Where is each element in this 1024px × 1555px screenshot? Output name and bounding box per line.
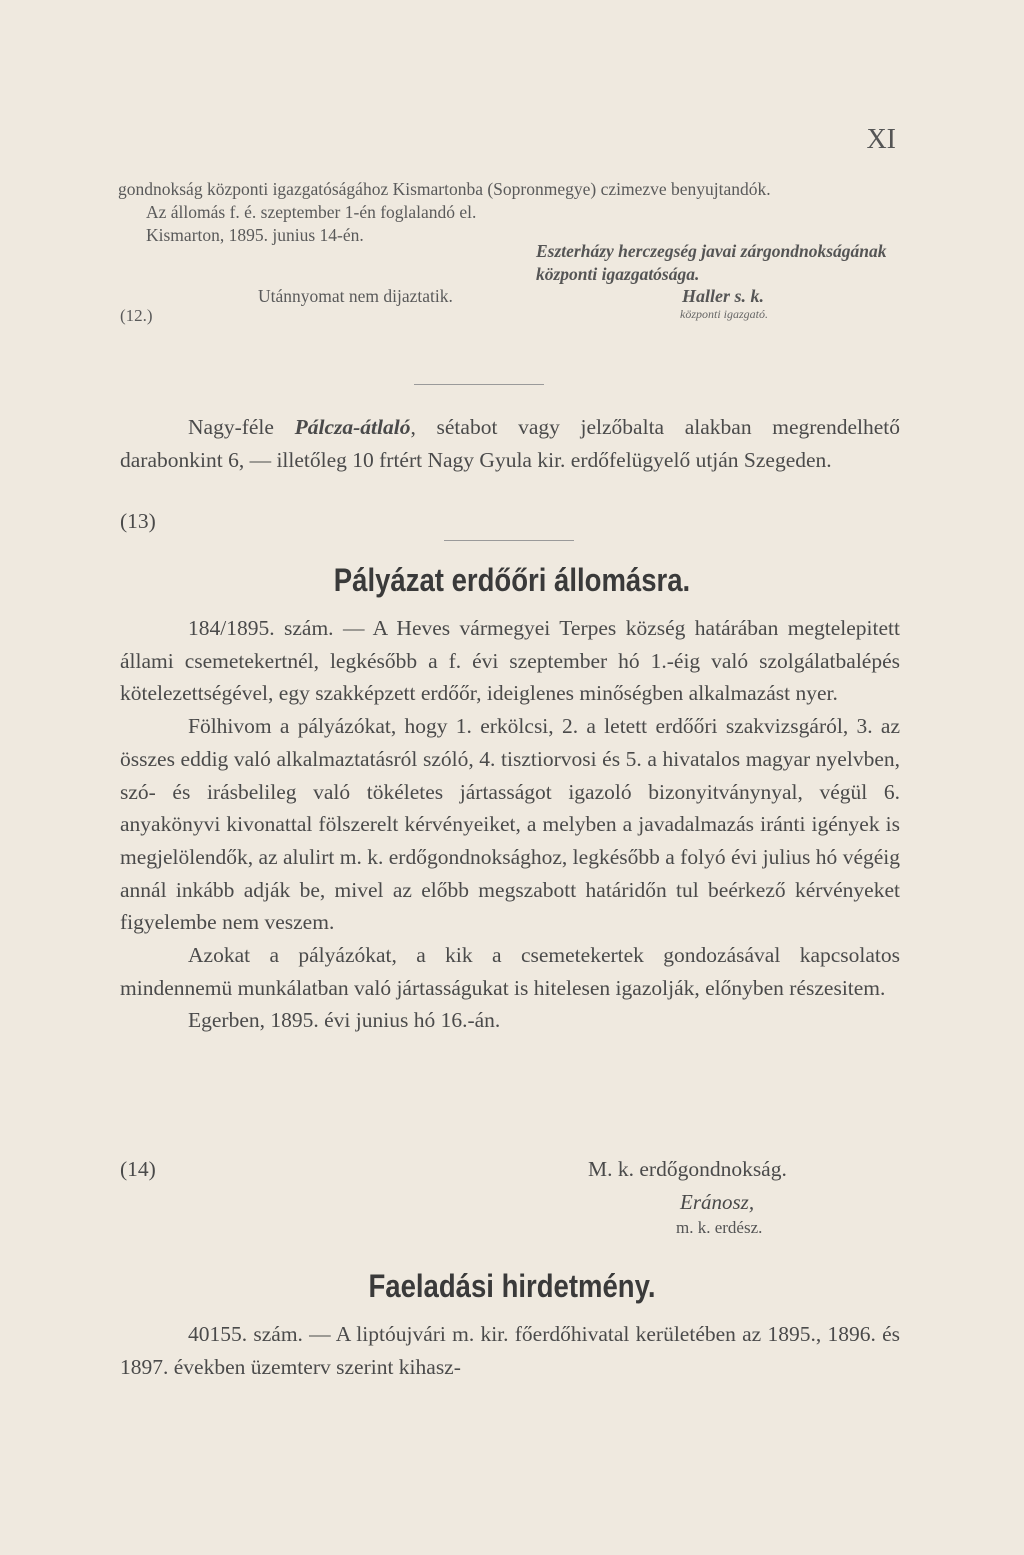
notice-14-text xyxy=(120,612,900,1037)
notice-15-paragraph: 40155. szám. — A liptóujvári m. kir. főerdőhivatal kerületében az 1895., 1896. és 1897. években üzemterv szerint kihasz- xyxy=(120,1322,900,1379)
notice-14-paragraph: Fölhivom a pályázókat, hogy 1. erkölcsi, 2. a letett erdőőri szakvizsgáról, 3. az összes eddig való alkalmaztatásról szóló, 4. tisztiorvosi és 5. a hivatalos magyar nyelvben, szó- és irásbelileg való tökéletes jártasságot igazoló bizonyitványnyal, végül 6. anyakönyvi kivonattal fölszerelt kérvényeiket, a melyben a javadalmazás iránti igények is megjelölendők, az alulirt m. k. erdőgondnoksághoz, legkésőbb a folyó évi julius hó végéig annál inkább adják be, mivel az előbb megszabott határidőn tul beérkező kérvényeket figyelembe nem veszem. xyxy=(120,714,900,935)
notice-14-paragraph: 184/1895. szám. — A Heves vármegyei Terpes község határában megtelepitett állami csemetekertnél, legkésőbb a f. évi szeptember hó 1.-éig való szolgálatbalépés kötelezettségével, egy szakképzett erdőőr, ideiglenes minőségben alkalmazást nyer. xyxy=(120,616,900,706)
notice-14-date: Egerben, 1895. évi junius hó 16.-án. xyxy=(188,1008,501,1033)
notice-13-body: , sétabot vagy jelzőbalta alakban megrendelhető darabonkint 6, — illetőleg 10 frtért Nagy Gyula kir. erdőfelügyelő utján Szegeden. xyxy=(120,415,901,472)
notice-12-number: (12.) xyxy=(120,306,153,325)
reprint-note: Utánnyomat nem dijaztatik. xyxy=(258,286,453,306)
notice-14-signer: Eránosz, xyxy=(680,1190,755,1214)
notice-12-issuer: Eszterházy herczegség javai zárgondnokságának központi igazgatósága. xyxy=(536,241,887,284)
divider xyxy=(414,384,544,385)
notice-13-text xyxy=(120,411,900,476)
notice-12-signer-title: központi igazgató. xyxy=(680,307,769,321)
notice-14-number: (14) xyxy=(120,1157,156,1181)
notice-12-date: Kismarton, 1895. junius 14-én. xyxy=(146,225,364,245)
notice-14-signer-title: m. k. erdész. xyxy=(676,1218,763,1237)
notice-12-line2: Az állomás f. é. szeptember 1-én foglalandó el. xyxy=(146,202,477,222)
notice-15-title: Faeladási hirdetmény. xyxy=(368,1268,656,1304)
notice-15-text xyxy=(120,1318,900,1383)
divider xyxy=(444,540,574,541)
notice-13-number: (13) xyxy=(120,509,156,533)
notice-13-product: Pálcza-átlaló xyxy=(294,415,411,439)
notice-14-title: Pályázat erdőőri állomásra. xyxy=(333,562,691,598)
notice-12-text xyxy=(118,178,900,247)
notice-13-lead: Nagy-féle xyxy=(188,415,274,439)
notice-14-office: M. k. erdőgondnokság. xyxy=(588,1157,787,1181)
page-number: XI xyxy=(866,124,896,155)
notice-12-signer: Haller s. k. xyxy=(682,286,765,306)
notice-14-paragraph: Azokat a pályázókat, a kik a csemetekertek gondozásával kapcsolatos mindennemü munkálatban való jártasságukat is hitelesen igazolják, előnyben részesitem. xyxy=(120,943,900,1000)
notice-12-line1: gondnokság központi igazgatóságához Kismartonba (Sopronmegye) czimezve benyujtandók. xyxy=(118,179,771,199)
